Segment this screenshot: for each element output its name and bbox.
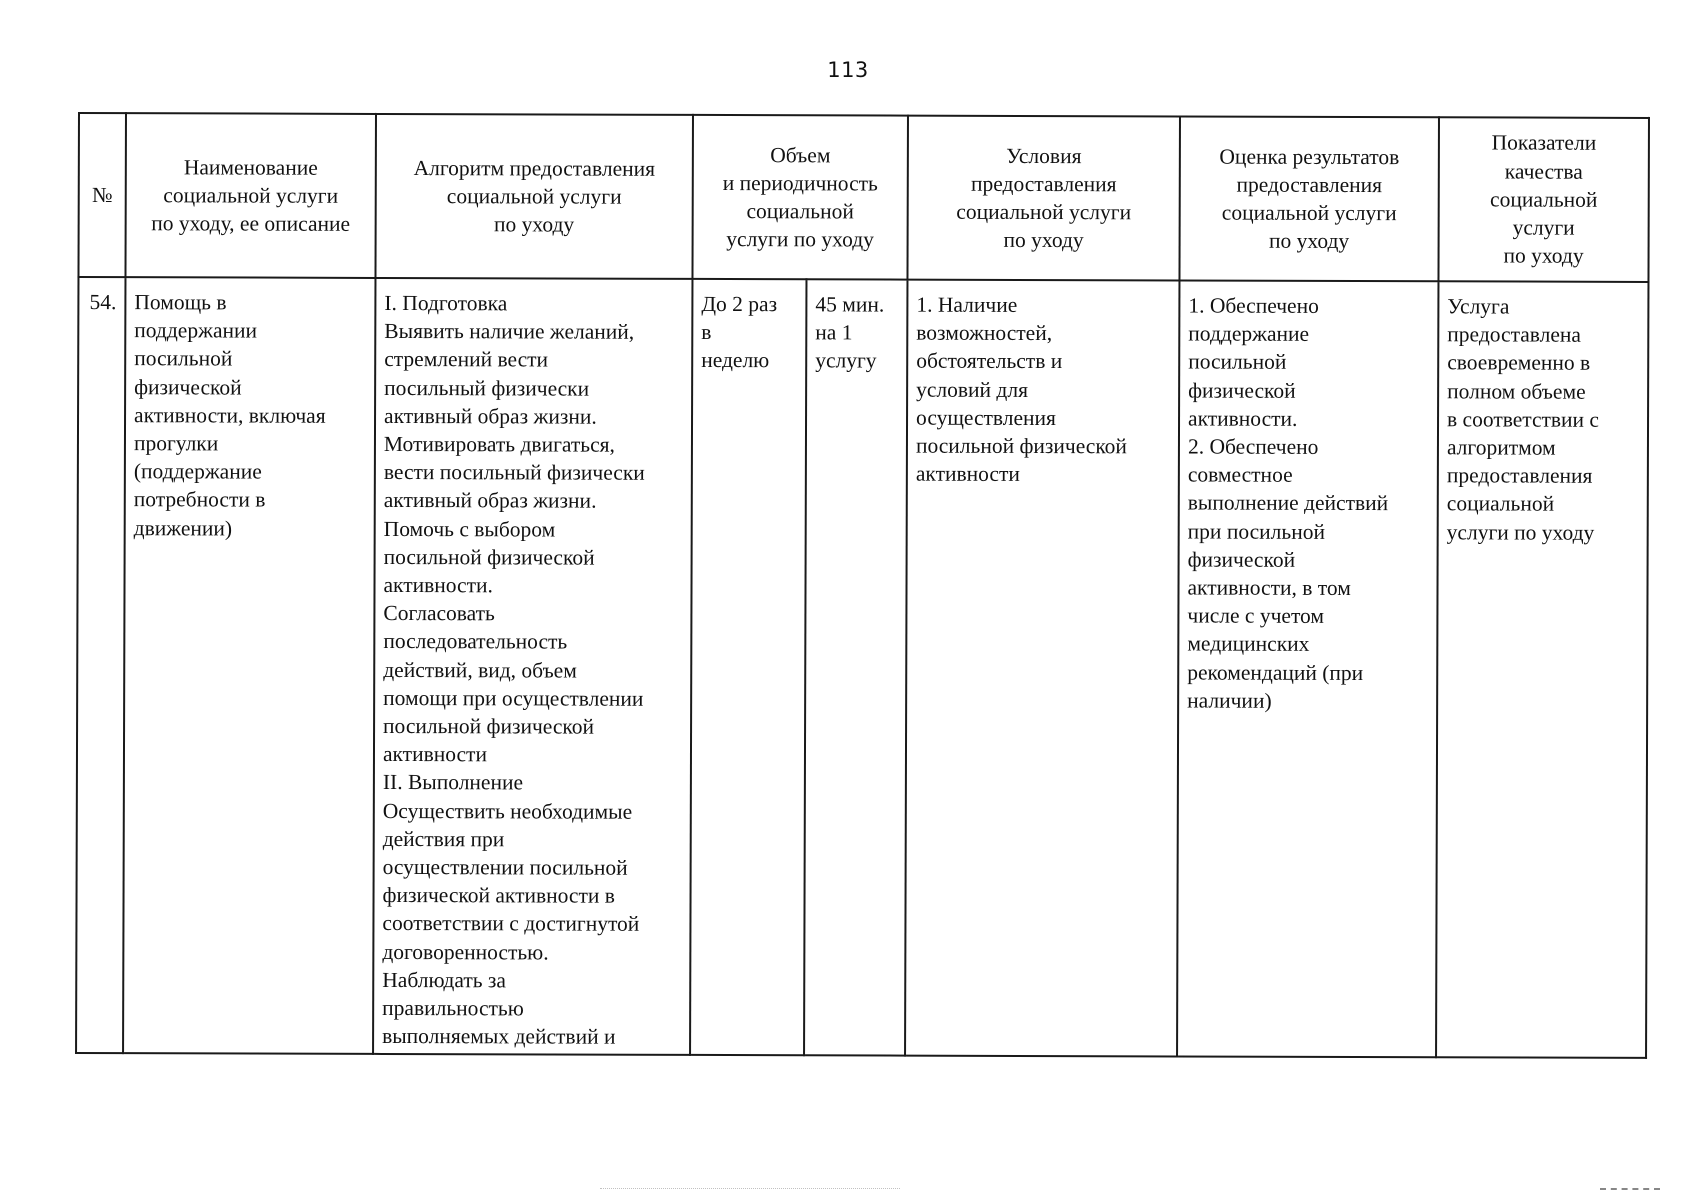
row-number: 54.	[76, 277, 125, 1053]
row-algorithm: I. Подготовка Выявить наличие желаний, стремлений вести посильный физически активный образ жизни. Мотивировать двигаться, вести посильный физически активный образ жизни. Помочь с выбором посильной физической активности. Согласовать последовательность действий, вид, объем помощи при осуществлении посильной физической активности II. Выполнение Осуществить необходимые действия при осуществлении посильной физической активности в соответствии с достигнутой договоренностью. Наблюдать за правильностью выполняемых действий и	[373, 278, 692, 1055]
table-header-row	[78, 113, 1649, 282]
scan-artifact-right	[1600, 1188, 1660, 1192]
page-number: 113	[827, 58, 869, 82]
row-volume: 45 мин. на 1 услугу	[804, 279, 907, 1055]
header-evaluation: Оценка результатов предоставления социальной услуги по уходу	[1179, 116, 1439, 281]
scan-artifact	[600, 1188, 900, 1192]
row-conditions: 1. Наличие возможностей, обстоятельств и условий для осуществления посильной физической активности	[905, 280, 1179, 1057]
row-quality: Услуга предоставлена своевременно в полном объеме в соответствии с алгоритмом предоставления социальной услуги по уходу	[1436, 281, 1648, 1058]
social-services-table	[75, 112, 1650, 1059]
header-service-name: Наименование социальной услуги по уходу, ее описание	[125, 113, 376, 278]
header-number: №	[78, 113, 126, 277]
header-algorithm: Алгоритм предоставления социальной услуги по уходу	[375, 114, 693, 279]
row-evaluation: 1. Обеспечено поддержание посильной физической активности. 2. Обеспечено совместное выполнение действий при посильной физической активности, в том числе с учетом медицинских рекомендаций (при наличии)	[1177, 280, 1438, 1057]
row-periodicity: До 2 раз в неделю	[690, 279, 806, 1055]
header-volume-periodicity: Объем и периодичность социальной услуги по уходу	[692, 115, 908, 280]
header-quality: Показатели качества социальной услуги по уходу	[1438, 117, 1649, 282]
header-conditions: Условия предоставления социальной услуги по уходу	[907, 116, 1180, 281]
table-row	[76, 277, 1648, 1058]
row-service-name: Помощь в поддержании посильной физической активности, включая прогулки (поддержание потребности в движении)	[123, 277, 375, 1054]
